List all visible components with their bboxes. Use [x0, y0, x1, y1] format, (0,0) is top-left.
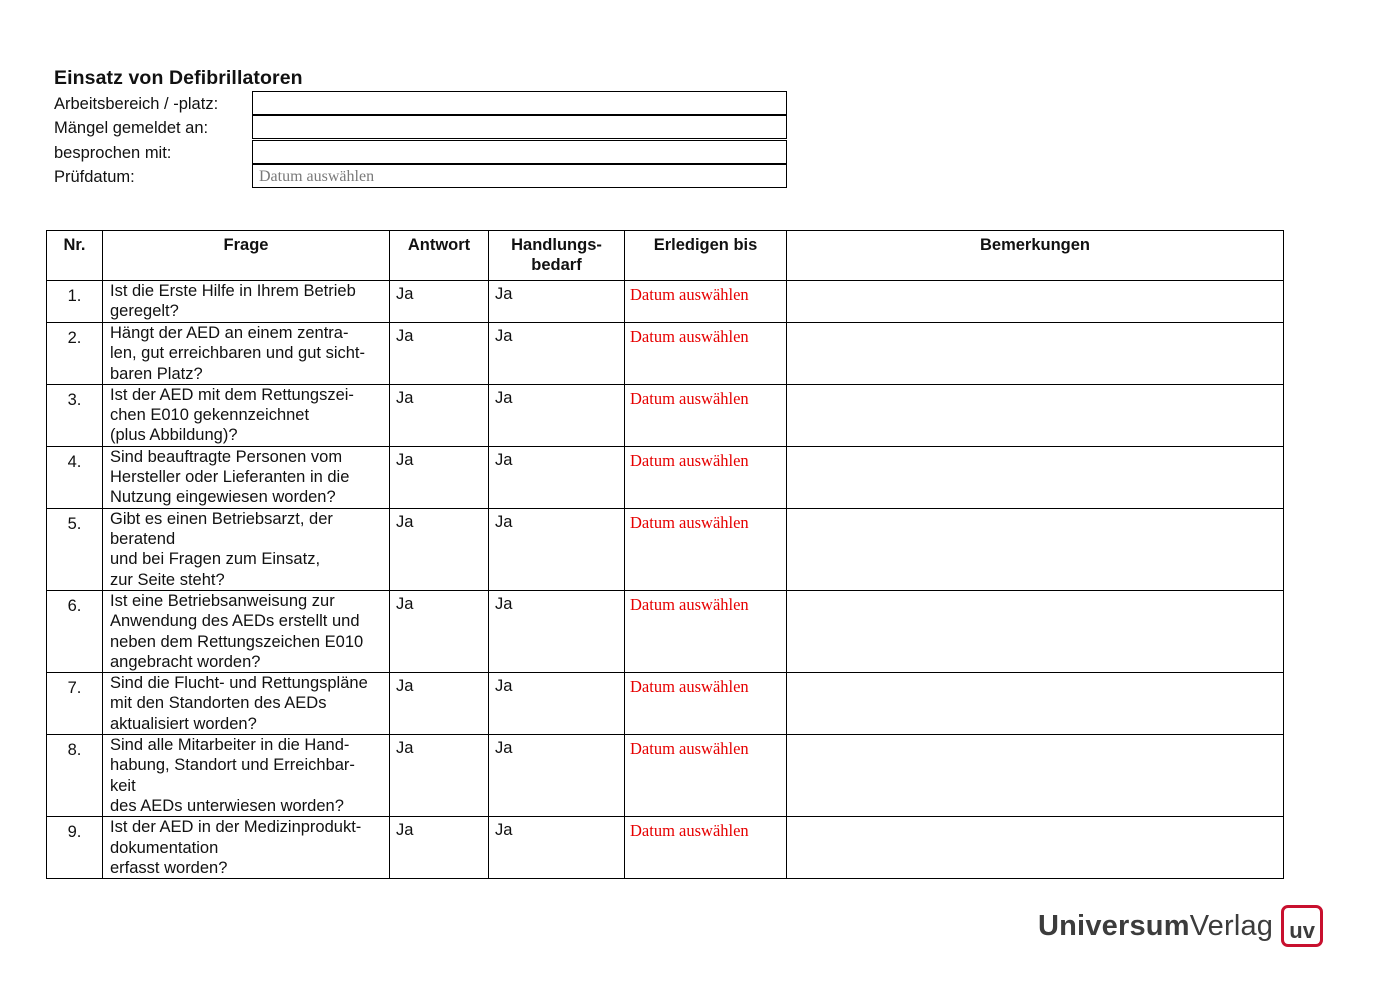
- header-frage: Frage: [103, 231, 390, 281]
- question-line: Sind beauftragte Personen vom: [110, 447, 343, 466]
- answer-dropdown[interactable]: Ja: [390, 508, 489, 590]
- question-line: beratend: [110, 530, 176, 549]
- bemerkungen-field[interactable]: [787, 446, 1284, 508]
- table-row: [47, 590, 1284, 672]
- row-number: 8.: [47, 735, 103, 817]
- erledigen-date-picker[interactable]: Datum auswählen: [625, 281, 787, 323]
- row-number: 7.: [47, 673, 103, 735]
- arbeitsbereich-field[interactable]: [252, 91, 787, 115]
- handlungsbedarf-dropdown[interactable]: Ja: [489, 590, 625, 672]
- header-erledigen-bis: Erledigen bis: [625, 231, 787, 281]
- handlungsbedarf-dropdown[interactable]: Ja: [489, 817, 625, 879]
- erledigen-date-picker[interactable]: Datum auswählen: [625, 673, 787, 735]
- table-header-row: [47, 231, 1284, 281]
- question-line: zur Seite steht?: [110, 570, 225, 589]
- answer-dropdown[interactable]: Ja: [390, 281, 489, 323]
- question-line: Sind die Flucht- und Rettungspläne: [110, 674, 368, 693]
- question-cell: [103, 384, 390, 446]
- question-line: Anwendung des AEDs erstellt und: [110, 612, 360, 631]
- erledigen-date-picker[interactable]: Datum auswählen: [625, 590, 787, 672]
- question-cell: [103, 817, 390, 879]
- answer-dropdown[interactable]: Ja: [390, 384, 489, 446]
- row-number: 3.: [47, 384, 103, 446]
- question-line: Sind alle Mitarbeiter in die Hand-: [110, 736, 350, 755]
- question-line: Hersteller oder Lieferanten in die: [110, 468, 350, 487]
- question-cell: [103, 446, 390, 508]
- answer-dropdown[interactable]: Ja: [390, 446, 489, 508]
- handlungsbedarf-dropdown[interactable]: Ja: [489, 735, 625, 817]
- row-number: 5.: [47, 508, 103, 590]
- question-line: geregelt?: [110, 302, 179, 321]
- table-row: [47, 508, 1284, 590]
- question-line: Nutzung eingewiesen worden?: [110, 488, 336, 507]
- answer-dropdown[interactable]: Ja: [390, 817, 489, 879]
- handlungsbedarf-dropdown[interactable]: Ja: [489, 673, 625, 735]
- question-line: Ist die Erste Hilfe in Ihrem Betrieb: [110, 282, 356, 300]
- question-line: aktualisiert worden?: [110, 714, 257, 733]
- document-title: Einsatz von Defibrillatoren: [54, 67, 303, 89]
- bemerkungen-field[interactable]: [787, 590, 1284, 672]
- checklist-table: [46, 230, 1284, 879]
- answer-dropdown[interactable]: Ja: [390, 735, 489, 817]
- table-row: [47, 817, 1284, 879]
- question-line: mit den Standorten des AEDs: [110, 694, 327, 713]
- maengel-gemeldet-field[interactable]: [252, 115, 787, 139]
- question-line: chen E010 gekennzeichnet: [110, 406, 310, 425]
- bemerkungen-field[interactable]: [787, 817, 1284, 879]
- question-cell: [103, 281, 390, 323]
- row-number: 4.: [47, 446, 103, 508]
- logo-text-light: Verlag: [1189, 909, 1274, 942]
- bemerkungen-field[interactable]: [787, 281, 1284, 323]
- question-line: baren Platz?: [110, 364, 203, 383]
- table-row: [47, 673, 1284, 735]
- logo-badge: uv: [1281, 905, 1323, 947]
- question-cell: [103, 673, 390, 735]
- question-line: habung, Standort und Erreichbar-: [110, 756, 355, 775]
- handlungsbedarf-dropdown[interactable]: Ja: [489, 323, 625, 385]
- question-line: und bei Fragen zum Einsatz,: [110, 550, 321, 569]
- row-number: 9.: [47, 817, 103, 879]
- question-line: (plus Abbildung)?: [110, 426, 238, 445]
- header-nr: Nr.: [47, 231, 103, 281]
- question-line: Gibt es einen Betriebsarzt, der: [110, 509, 333, 528]
- row-number: 2.: [47, 323, 103, 385]
- question-line: Ist der AED mit dem Rettungszei-: [110, 385, 354, 404]
- header-antwort: Antwort: [390, 231, 489, 281]
- erledigen-date-picker[interactable]: Datum auswählen: [625, 446, 787, 508]
- question-line: angebracht worden?: [110, 652, 261, 671]
- question-line: erfasst worden?: [110, 858, 228, 877]
- erledigen-date-picker[interactable]: Datum auswählen: [625, 384, 787, 446]
- handlungsbedarf-dropdown[interactable]: Ja: [489, 446, 625, 508]
- erledigen-date-picker[interactable]: Datum auswählen: [625, 323, 787, 385]
- question-cell: [103, 508, 390, 590]
- label-besprochen-mit: besprochen mit:: [54, 144, 172, 162]
- besprochen-mit-field[interactable]: [252, 140, 787, 164]
- question-line: Ist der AED in der Medizinprodukt-: [110, 818, 362, 837]
- question-line: Ist eine Betriebsanweisung zur: [110, 591, 335, 610]
- bemerkungen-field[interactable]: [787, 384, 1284, 446]
- handlungsbedarf-dropdown[interactable]: Ja: [489, 281, 625, 323]
- row-number: 1.: [47, 281, 103, 323]
- bemerkungen-field[interactable]: [787, 323, 1284, 385]
- header-handlungsbedarf-line1: Handlungs-: [511, 236, 602, 254]
- header-handlungsbedarf-line2: bedarf: [531, 256, 582, 274]
- bemerkungen-field[interactable]: [787, 735, 1284, 817]
- table-row: [47, 384, 1284, 446]
- handlungsbedarf-dropdown[interactable]: Ja: [489, 508, 625, 590]
- pruefdatum-placeholder: Datum auswählen: [259, 168, 375, 185]
- table-row: [47, 281, 1284, 323]
- handlungsbedarf-dropdown[interactable]: Ja: [489, 384, 625, 446]
- universum-verlag-logo: [1038, 904, 1323, 948]
- question-line: len, gut erreichbaren und gut sicht-: [110, 344, 365, 363]
- label-pruefdatum: Prüfdatum:: [54, 168, 135, 186]
- label-arbeitsbereich: Arbeitsbereich / -platz:: [54, 95, 219, 113]
- answer-dropdown[interactable]: Ja: [390, 323, 489, 385]
- label-maengel-gemeldet: Mängel gemeldet an:: [54, 119, 209, 137]
- question-line: des AEDs unterwiesen worden?: [110, 797, 344, 816]
- question-line: dokumentation: [110, 838, 219, 857]
- bemerkungen-field[interactable]: [787, 673, 1284, 735]
- row-number: 6.: [47, 590, 103, 672]
- question-cell: [103, 323, 390, 385]
- header-handlungsbedarf: [489, 231, 625, 281]
- table-row: [47, 323, 1284, 385]
- answer-dropdown[interactable]: Ja: [390, 590, 489, 672]
- table-row: [47, 735, 1284, 817]
- bemerkungen-field[interactable]: [787, 508, 1284, 590]
- answer-dropdown[interactable]: Ja: [390, 673, 489, 735]
- question-line: keit: [110, 776, 136, 795]
- erledigen-date-picker[interactable]: Datum auswählen: [625, 508, 787, 590]
- header-bemerkungen: Bemerkungen: [787, 231, 1284, 281]
- question-cell: [103, 590, 390, 672]
- erledigen-date-picker[interactable]: Datum auswählen: [625, 817, 787, 879]
- question-cell: [103, 735, 390, 817]
- pruefdatum-picker[interactable]: [252, 164, 787, 188]
- logo-text-strong: Universum: [1038, 909, 1190, 942]
- table-row: [47, 446, 1284, 508]
- question-line: neben dem Rettungszeichen E010: [110, 632, 364, 651]
- question-line: Hängt der AED an einem zentra-: [110, 324, 349, 342]
- erledigen-date-picker[interactable]: Datum auswählen: [625, 735, 787, 817]
